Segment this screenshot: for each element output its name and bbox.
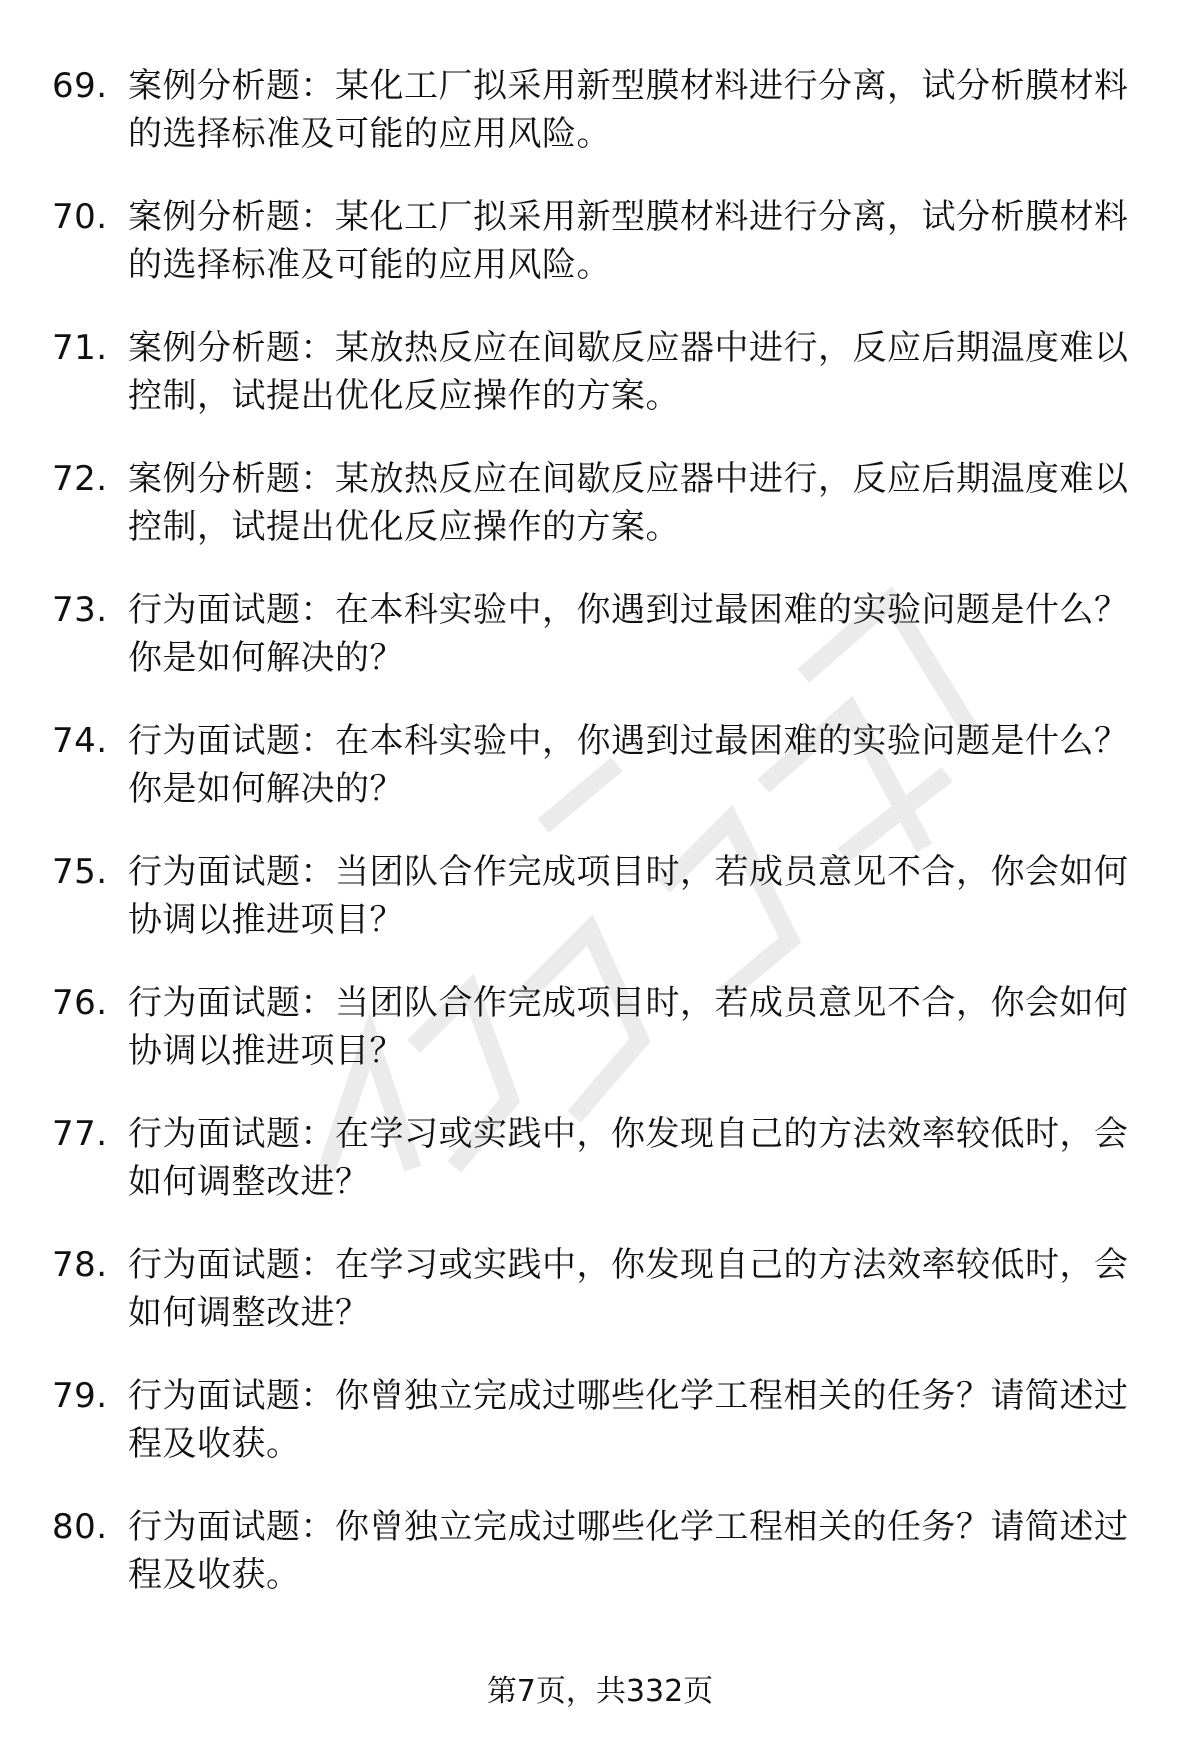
question-number: 78. <box>52 1245 108 1285</box>
question-number: 69. <box>52 66 108 106</box>
question-item <box>52 62 1142 193</box>
question-text: 案例分析题：某化工厂拟采用新型膜材料进行分离，试分析膜材料的选择标准及可能的应用风险。 <box>128 66 1129 154</box>
question-number: 76. <box>52 983 108 1023</box>
question-item <box>52 324 1142 455</box>
question-item <box>52 193 1142 324</box>
question-number: 74. <box>52 721 108 761</box>
question-text: 案例分析题：某放热反应在间歇反应器中进行，反应后期温度难以控制，试提出优化反应操作的方案。 <box>128 328 1129 416</box>
page-footer: 第7页，共332页 <box>486 1674 714 1709</box>
question-text: 行为面试题：在本科实验中，你遇到过最困难的实验问题是什么？你是如何解决的？ <box>128 721 1129 809</box>
question-text: 案例分析题：某放热反应在间歇反应器中进行，反应后期温度难以控制，试提出优化反应操作的方案。 <box>128 459 1129 547</box>
question-number: 77. <box>52 1114 108 1154</box>
question-item <box>52 979 1142 1110</box>
question-item <box>52 1503 1142 1634</box>
question-text: 行为面试题：在本科实验中，你遇到过最困难的实验问题是什么？你是如何解决的？ <box>128 590 1129 678</box>
question-item <box>52 717 1142 848</box>
question-number: 75. <box>52 852 108 892</box>
question-number: 73. <box>52 590 108 630</box>
question-item <box>52 848 1142 979</box>
question-number: 79. <box>52 1376 108 1416</box>
question-item <box>52 1241 1142 1372</box>
question-item <box>52 1110 1142 1241</box>
question-text: 行为面试题：在学习或实践中，你发现自己的方法效率较低时，会如何调整改进？ <box>128 1114 1129 1202</box>
question-text: 行为面试题：当团队合作完成项目时，若成员意见不合，你会如何协调以推进项目？ <box>128 983 1129 1071</box>
question-number: 71. <box>52 328 108 368</box>
question-item <box>52 1372 1142 1503</box>
question-text: 行为面试题：当团队合作完成项目时，若成员意见不合，你会如何协调以推进项目？ <box>128 852 1129 940</box>
question-text: 行为面试题：你曾独立完成过哪些化学工程相关的任务？请简述过程及收获。 <box>128 1507 1129 1595</box>
question-text: 行为面试题：你曾独立完成过哪些化学工程相关的任务？请简述过程及收获。 <box>128 1376 1129 1464</box>
question-list <box>52 62 1142 1634</box>
question-item <box>52 455 1142 586</box>
question-text: 案例分析题：某化工厂拟采用新型膜材料进行分离，试分析膜材料的选择标准及可能的应用风险。 <box>128 197 1129 285</box>
question-text: 行为面试题：在学习或实践中，你发现自己的方法效率较低时，会如何调整改进？ <box>128 1245 1129 1333</box>
question-number: 80. <box>52 1507 108 1547</box>
question-item <box>52 586 1142 717</box>
question-number: 72. <box>52 459 108 499</box>
question-number: 70. <box>52 197 108 237</box>
